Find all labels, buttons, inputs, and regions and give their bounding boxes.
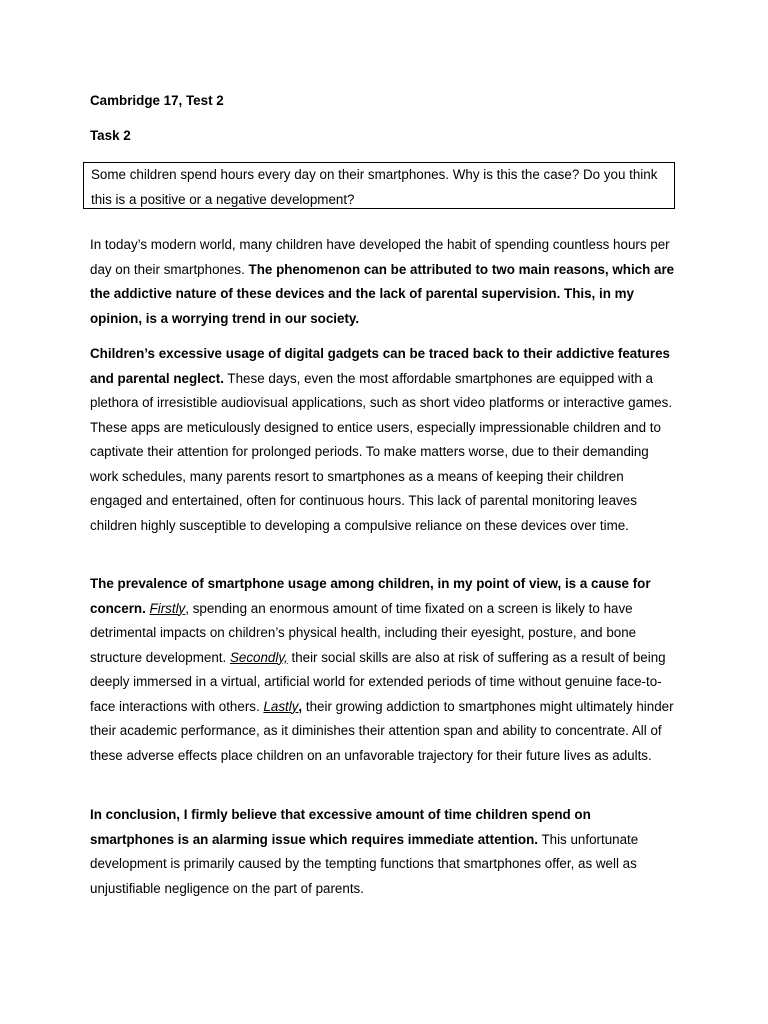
body-paragraph-2 (90, 572, 678, 768)
lastly-marker: Lastly (263, 698, 299, 714)
document-title: Cambridge 17, Test 2 (90, 93, 224, 108)
task-label: Task 2 (90, 128, 131, 143)
conclusion-paragraph (90, 803, 678, 901)
introduction-plain-text: In today’s modern world, many children have developed the habit of spending countless hours per day on their smartphones. (90, 237, 670, 277)
body1-text: These days, even the most affordable smartphones are equipped with a plethora of irresistible audiovisual applications, such as short video platforms or interactive games. These apps are meticulously designed to entice users, especially impressionable children and to captivate their attention for prolonged periods. To make matters worse, due to their demanding work schedules, many parents resort to smartphones as a means of keeping their children engaged and entertained, often for continuous hours. This lack of parental monitoring leaves children highly susceptible to developing a compulsive reliance on these devices over time. (90, 370, 673, 533)
lastly-comma: , (298, 698, 303, 714)
firstly-marker: Firstly (149, 600, 186, 616)
conclusion-thesis: In conclusion, I firmly believe that excessive amount of time children spend on smartphones is an alarming issue which requires immediate attention. (90, 807, 591, 847)
secondly-marker: Secondly, (229, 649, 288, 665)
introduction-paragraph (90, 233, 678, 331)
body-paragraph-1 (90, 342, 678, 538)
body2-topic-sentence: The prevalence of smartphone usage among children, in my point of view, is a cause for concern. (90, 576, 651, 616)
task-prompt-text: Some children spend hours every day on their smartphones. Why is this the case? Do you think this is a positive or a negative development? (91, 167, 658, 207)
body2-text-3: their growing addiction to smartphones might ultimately hinder their academic performance, as it diminishes their attention span and ability to concentrate. All of these adverse effects place children on an unfavorable trajectory for their future lives as adults. (90, 698, 674, 763)
body2-text-2: their social skills are also at risk of suffering as a result of being deeply immersed in a virtual, artificial world for extended periods of time without genuine face-to-face interactions with others. (90, 649, 666, 714)
conclusion-text: This unfortunate development is primarily caused by the tempting functions that smartphones offer, as well as unjustifiable negligence on the part of parents. (90, 831, 639, 896)
task-prompt-box (83, 162, 675, 209)
body1-topic-sentence: Children’s excessive usage of digital gadgets can be traced back to their addictive features and parental neglect. (90, 346, 670, 386)
introduction-thesis: The phenomenon can be attributed to two main reasons, which are the addictive nature of these devices and the lack of parental supervision. This, in my opinion, is a worrying trend in our society. (90, 261, 675, 326)
body2-text-1: , spending an enormous amount of time fixated on a screen is likely to have detrimental impacts on children’s physical health, including their eyesight, posture, and bone structure development. (90, 600, 637, 665)
